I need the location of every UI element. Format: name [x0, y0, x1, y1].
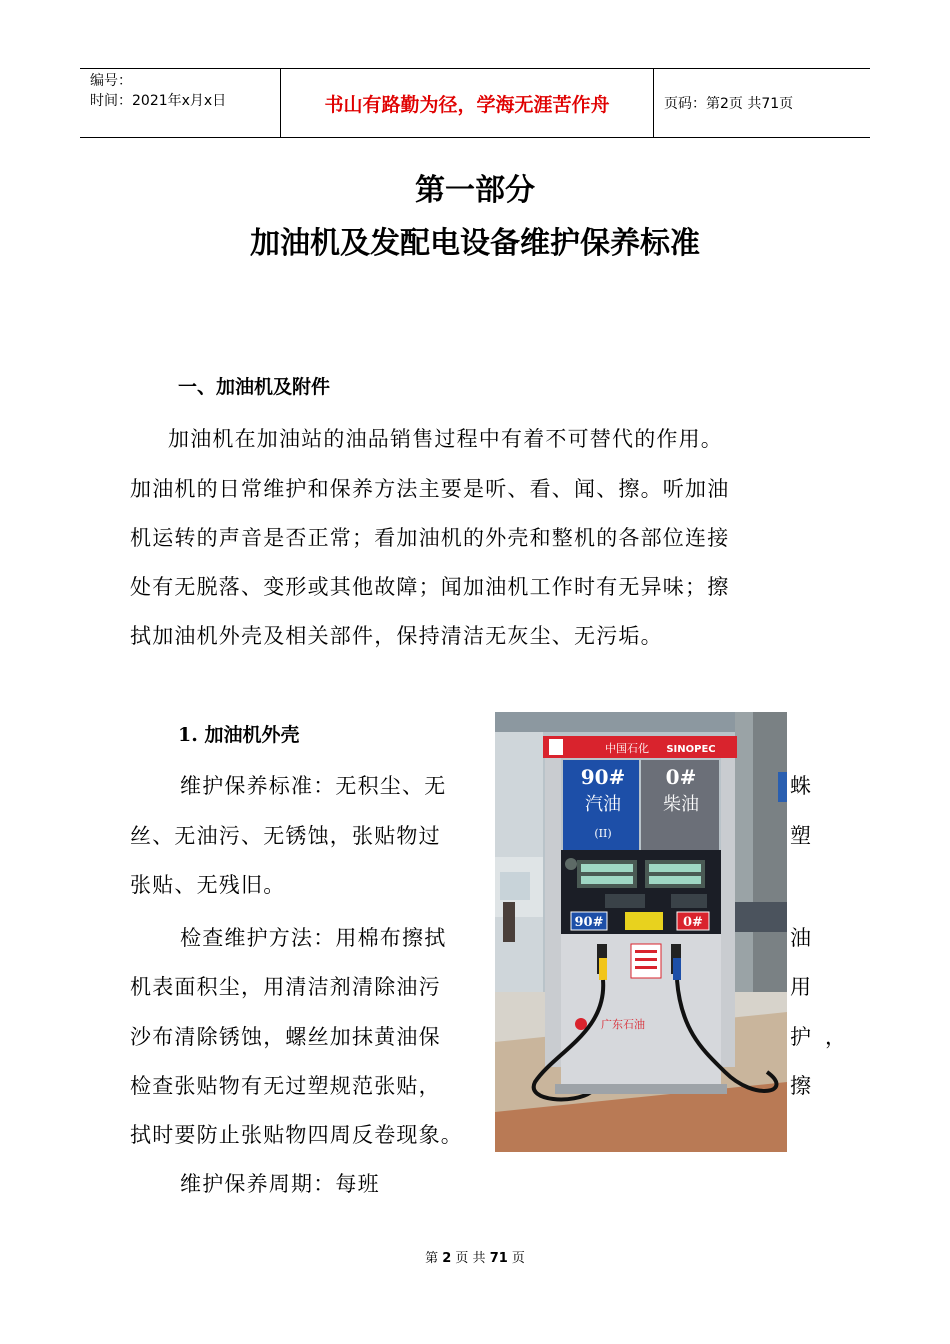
method-line: 拭时要防止张贴物四周反卷现象。 — [130, 1123, 463, 1147]
subsection-heading: 1. 加油机外壳 — [178, 724, 300, 746]
standard-line: 张贴、无残旧。 — [130, 873, 286, 897]
document-title: 加油机及发配电设备维护保养标准 — [250, 226, 700, 261]
method-line-end: 油 — [790, 926, 811, 950]
paragraph-line — [130, 473, 822, 503]
paragraph-line: 机运转的声音是否正常；看加油机的外壳和整机的各部位连接 — [130, 526, 730, 550]
paragraph-line: 拭加油机外壳及相关部件，保持清洁无灰尘、无污垢。 — [130, 624, 663, 648]
date-label: 时间：2021年x月x日 — [90, 93, 227, 109]
gasoline-grade: 90# — [580, 765, 626, 789]
method-line: 检查张贴物有无过塑规范张贴， — [130, 1074, 441, 1098]
header-meta — [80, 69, 280, 137]
footer-page-number: 2 — [442, 1251, 452, 1266]
diesel-grade: 0# — [665, 765, 697, 789]
diesel-name: 柴油 — [663, 794, 699, 815]
gasoline-name: 汽油 — [585, 794, 621, 815]
number-label: 编号： — [90, 73, 132, 89]
footer-total-pages: 71 — [489, 1251, 508, 1266]
method-line-end: 擦 — [790, 1074, 811, 1098]
brand-en-label: SINOPEC — [666, 744, 716, 755]
footer-suffix: 页 — [511, 1251, 525, 1266]
fuel-dispenser-illustration — [495, 712, 787, 1152]
brand-cn-label: 中国石化 — [605, 742, 649, 755]
panel-logo: 广东石油 — [601, 1018, 645, 1031]
method-line-end: 用 — [790, 975, 811, 999]
method-line: 检查维护方法：用棉布擦拭 — [180, 926, 447, 950]
nozzle-right-label: 0# — [683, 915, 703, 930]
page-footer — [0, 1247, 950, 1266]
cycle-line: 维护保养周期：每班 — [180, 1172, 380, 1196]
section-heading: 一、加油机及附件 — [178, 376, 331, 398]
standard-line-end: 塑 — [790, 824, 811, 848]
standard-line: 维护保养标准：无积尘、无 — [180, 774, 447, 798]
nozzle-left-label: 90# — [574, 915, 604, 930]
standard-line-end: 蛛 — [790, 774, 811, 798]
paragraph-line: 加油机在加油站的油品销售过程中有着不可替代的作用。 — [168, 427, 723, 451]
footer-middle: 页 共 — [455, 1251, 486, 1266]
paragraph-line-text: 加油机的日常维护和保养方法主要是听、看、闻、擦。听加油 — [130, 477, 730, 501]
standard-line: 丝、无油污、无锈蚀，张贴物过 — [130, 824, 441, 848]
method-line: 机表面积尘，用清洁剂清除油污 — [130, 975, 441, 999]
method-line-end: 护， — [790, 1025, 860, 1049]
part-title: 第一部分 — [415, 173, 535, 208]
header-page-label: 页码：第2页 共71页 — [664, 96, 794, 112]
method-line: 沙布清除锈蚀，螺丝加抹黄油保 — [130, 1025, 441, 1049]
footer-prefix: 第 — [425, 1251, 439, 1266]
fuel-dispenser-photo — [495, 712, 787, 1152]
gasoline-sub: (II) — [594, 827, 612, 840]
page-header — [80, 68, 870, 138]
header-motto: 书山有路勤为径，学海无涯苦作舟 — [280, 69, 654, 137]
paragraph-line: 处有无脱落、变形或其他故障；闻加油机工作时有无异味；擦 — [130, 575, 730, 599]
